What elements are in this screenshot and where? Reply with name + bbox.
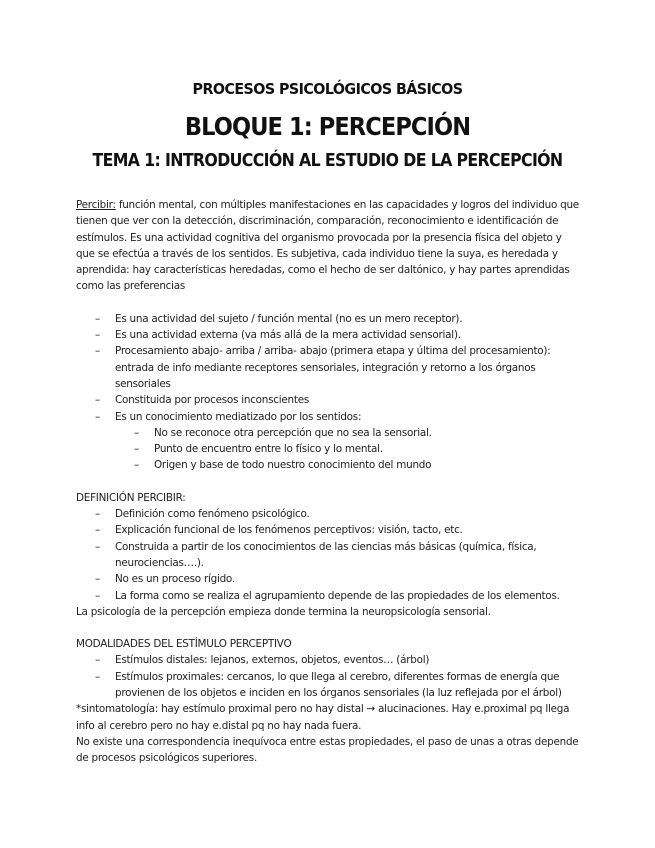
modalities-closing: No existe una correspondencia inequívoca entre estas propiedades, el paso de unas a otras depende de procesos psicológicos superiores. [76,735,579,765]
intro-term: Percibir: [76,199,116,211]
list-item: – Constituida por procesos inconscientes [115,392,581,408]
list-item [115,409,581,474]
block-title: BLOQUE 1: PERCEPCIÓN [184,112,471,141]
list-item: – Estímulos proximales: cercanos, lo que llega al cerebro, diferentes formas de energía que provienen de los objetos e inciden en los órganos sensoriales (la luz reflejada por el árbol) [115,669,581,702]
definition-heading: DEFINICIÓN PERCIBIR: [76,491,186,504]
intro-text: función mental, con múltiples manifestaciones en las capacidades y logros del individuo que tienen que ver con la detección, discriminación, comparación, reconocimiento e identificación de estímulos. Es una actividad cognitiva del organismo provocada por la presencia física del objeto y que se efectúa a través de los sentidos. Es subjetiva, cada individuo tiene la suya, es heredada y aprendida: hay características heredadas, como el hecho de ser daltónico, y hay partes aprendidas como las preferencias [76,199,579,293]
spacer [76,474,581,490]
sublist-item: – Punto de encuentro entre lo físico y lo mental. [154,441,581,457]
topic-title: TEMA 1: INTRODUCCIÓN AL ESTUDIO DE LA PERCEPCIÓN [92,151,563,171]
list-item: – Definición como fenómeno psicológico. [115,506,581,522]
list-item: – Es una actividad del sujeto / función mental (no es un mero receptor). [115,311,581,327]
document-body [76,197,581,767]
intro-paragraph [76,197,581,295]
features-sublist [115,425,581,474]
features-list [76,311,581,474]
spacer [76,295,581,311]
sublist-item: – No se reconoce otra percepción que no sea la sensorial. [154,425,581,441]
definition-closing: La psicología de la percepción empieza donde termina la neuropsicología sensorial. [76,605,491,618]
list-item: – Construida a partir de los conocimientos de las ciencias más básicas (química, física, neurociencias….). [115,539,581,572]
list-item: – Es una actividad externa (va más allá de la mera actividad sensorial). [115,327,581,343]
sublist-item: – Origen y base de todo nuestro conocimiento del mundo [154,457,581,473]
course-title: PROCESOS PSICOLÓGICOS BÁSICOS [192,80,463,98]
modalities-list [76,652,581,701]
modalities-note: *sintomatología: hay estímulo proximal pero no hay distal → alucinaciones. Hay e.proximal pq llega info al cerebro pero no hay e.distal pq no hay nada fuera. [76,703,570,732]
definition-list [76,506,581,604]
list-item: – Estímulos distales: lejanos, externos, objetos, eventos… (árbol) [115,652,581,668]
list-item: – Explicación funcional de los fenómenos perceptivos: visión, tacto, etc. [115,522,581,538]
list-item-text: Es un conocimiento mediatizado por los sentidos: [115,410,362,423]
spacer [76,620,581,636]
list-item: – Procesamiento abajo- arriba / arriba- abajo (primera etapa y última del procesamiento): entrada de info mediante receptores sensoriales, integración y retorno a los órganos sensoriales [115,343,581,392]
modalities-heading: MODALIDADES DEL ESTÍMULO PERCEPTIVO [76,638,292,651]
list-item: – La forma como se realiza el agrupamiento depende de las propiedades de los elementos. [115,588,581,604]
list-item: – No es un proceso rígido. [115,571,581,587]
